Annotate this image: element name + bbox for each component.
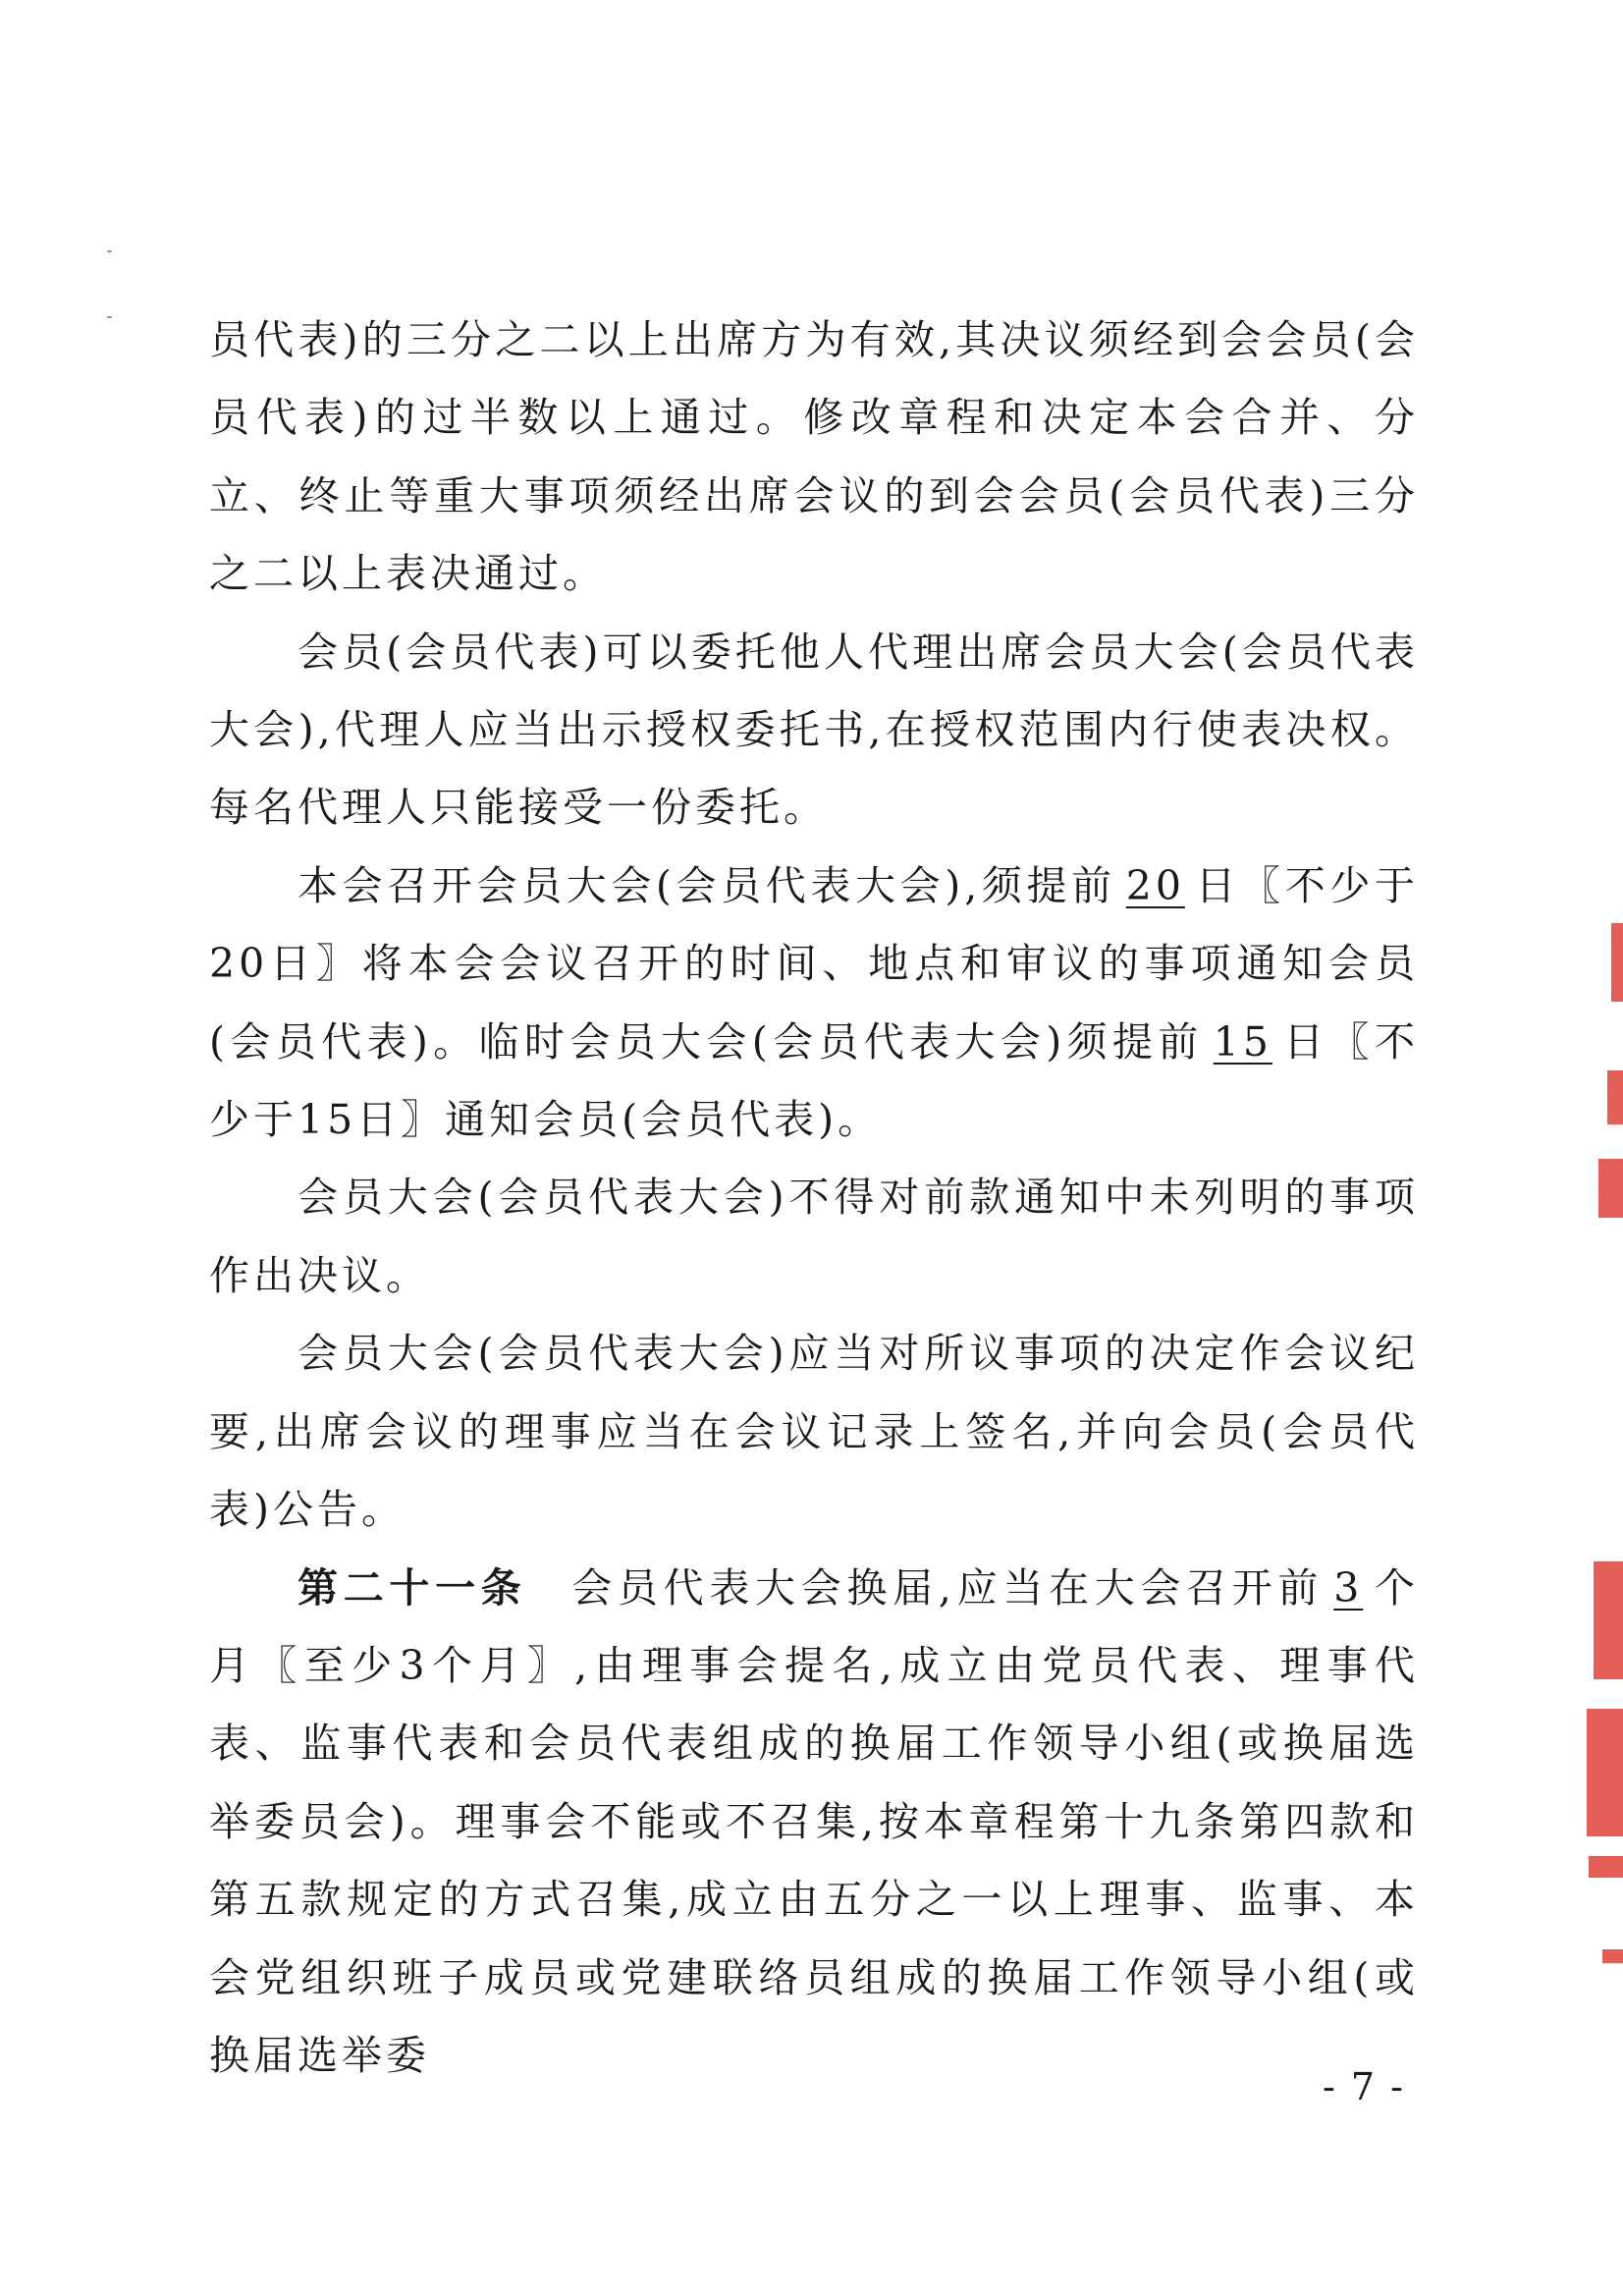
body-text	[209, 301, 1419, 2095]
seal-edge-fragment	[1602, 1949, 1623, 1963]
seal-edge-fragment	[1607, 1070, 1623, 1124]
paragraph	[209, 847, 1419, 1160]
seal-edge-fragment	[1594, 1561, 1623, 1679]
paragraph-text: 日〖不少于20日〗将本会会议召开的时间、地点和审议的事项通知会员(会员代表)。临时会员大会(会员代表大会)须提前	[209, 861, 1420, 1066]
paragraph: 会员(会员代表)可以委托他人代理出席会员大会(会员代表大会),代理人应当出示授权委托书,在授权范围内行使表决权。每名代理人只能接受一份委托。	[209, 628, 1419, 832]
seal-edge-fragment	[1598, 1159, 1623, 1218]
paragraph: 会员大会(会员代表大会)不得对前款通知中未列明的事项作出决议。	[209, 1174, 1419, 1299]
article-heading: 第二十一条	[298, 1563, 527, 1612]
paragraph-text: 日〖不少于15日〗通知会员(会员代表)。	[209, 1017, 1419, 1144]
paragraph	[209, 1550, 1419, 2096]
paragraph-text: 个月〖至少3个月〗,由理事会提名,成立由党员代表、理事代表、监事代表和会员代表组成的换届工作领导小组(或换届选举委员会)。理事会不能或不召集,按本章程第十九条第四款和第五款规定的方式召集,成立由五分之一以上理事、监事、本会党组织班子成员或党建联络员组成的换届工作领导小组(或换届选举委	[209, 1563, 1419, 2079]
paragraph: 会员大会(会员代表大会)应当对所议事项的决定作会议纪要,出席会议的理事应当在会议记录上签名,并向会员(会员代表)公告。	[209, 1330, 1419, 1534]
page-number: - 7 -	[1322, 2065, 1405, 2108]
paragraph: 员代表)的三分之二以上出席方为有效,其决议须经到会会员(会员代表)的过半数以上通过。修改章程和决定本会合并、分立、终止等重大事项须经出席会议的到会会员(会员代表)三分之二以上表决通过。	[209, 316, 1419, 598]
seal-edge-fragment	[1611, 923, 1623, 1002]
filled-blank: 20	[1125, 861, 1185, 909]
seal-edge-fragment	[1587, 1709, 1623, 1836]
scan-mark	[107, 316, 112, 318]
filled-blank: 15	[1213, 1017, 1272, 1066]
paragraph-text: 会员代表大会换届,应当在大会召开前	[569, 1563, 1325, 1612]
seal-edge-fragment	[1589, 1856, 1623, 1878]
scan-mark	[107, 250, 112, 252]
paragraph-text: 本会召开会员大会(会员代表大会),须提前	[298, 861, 1116, 909]
filled-blank: 3	[1333, 1563, 1364, 1612]
